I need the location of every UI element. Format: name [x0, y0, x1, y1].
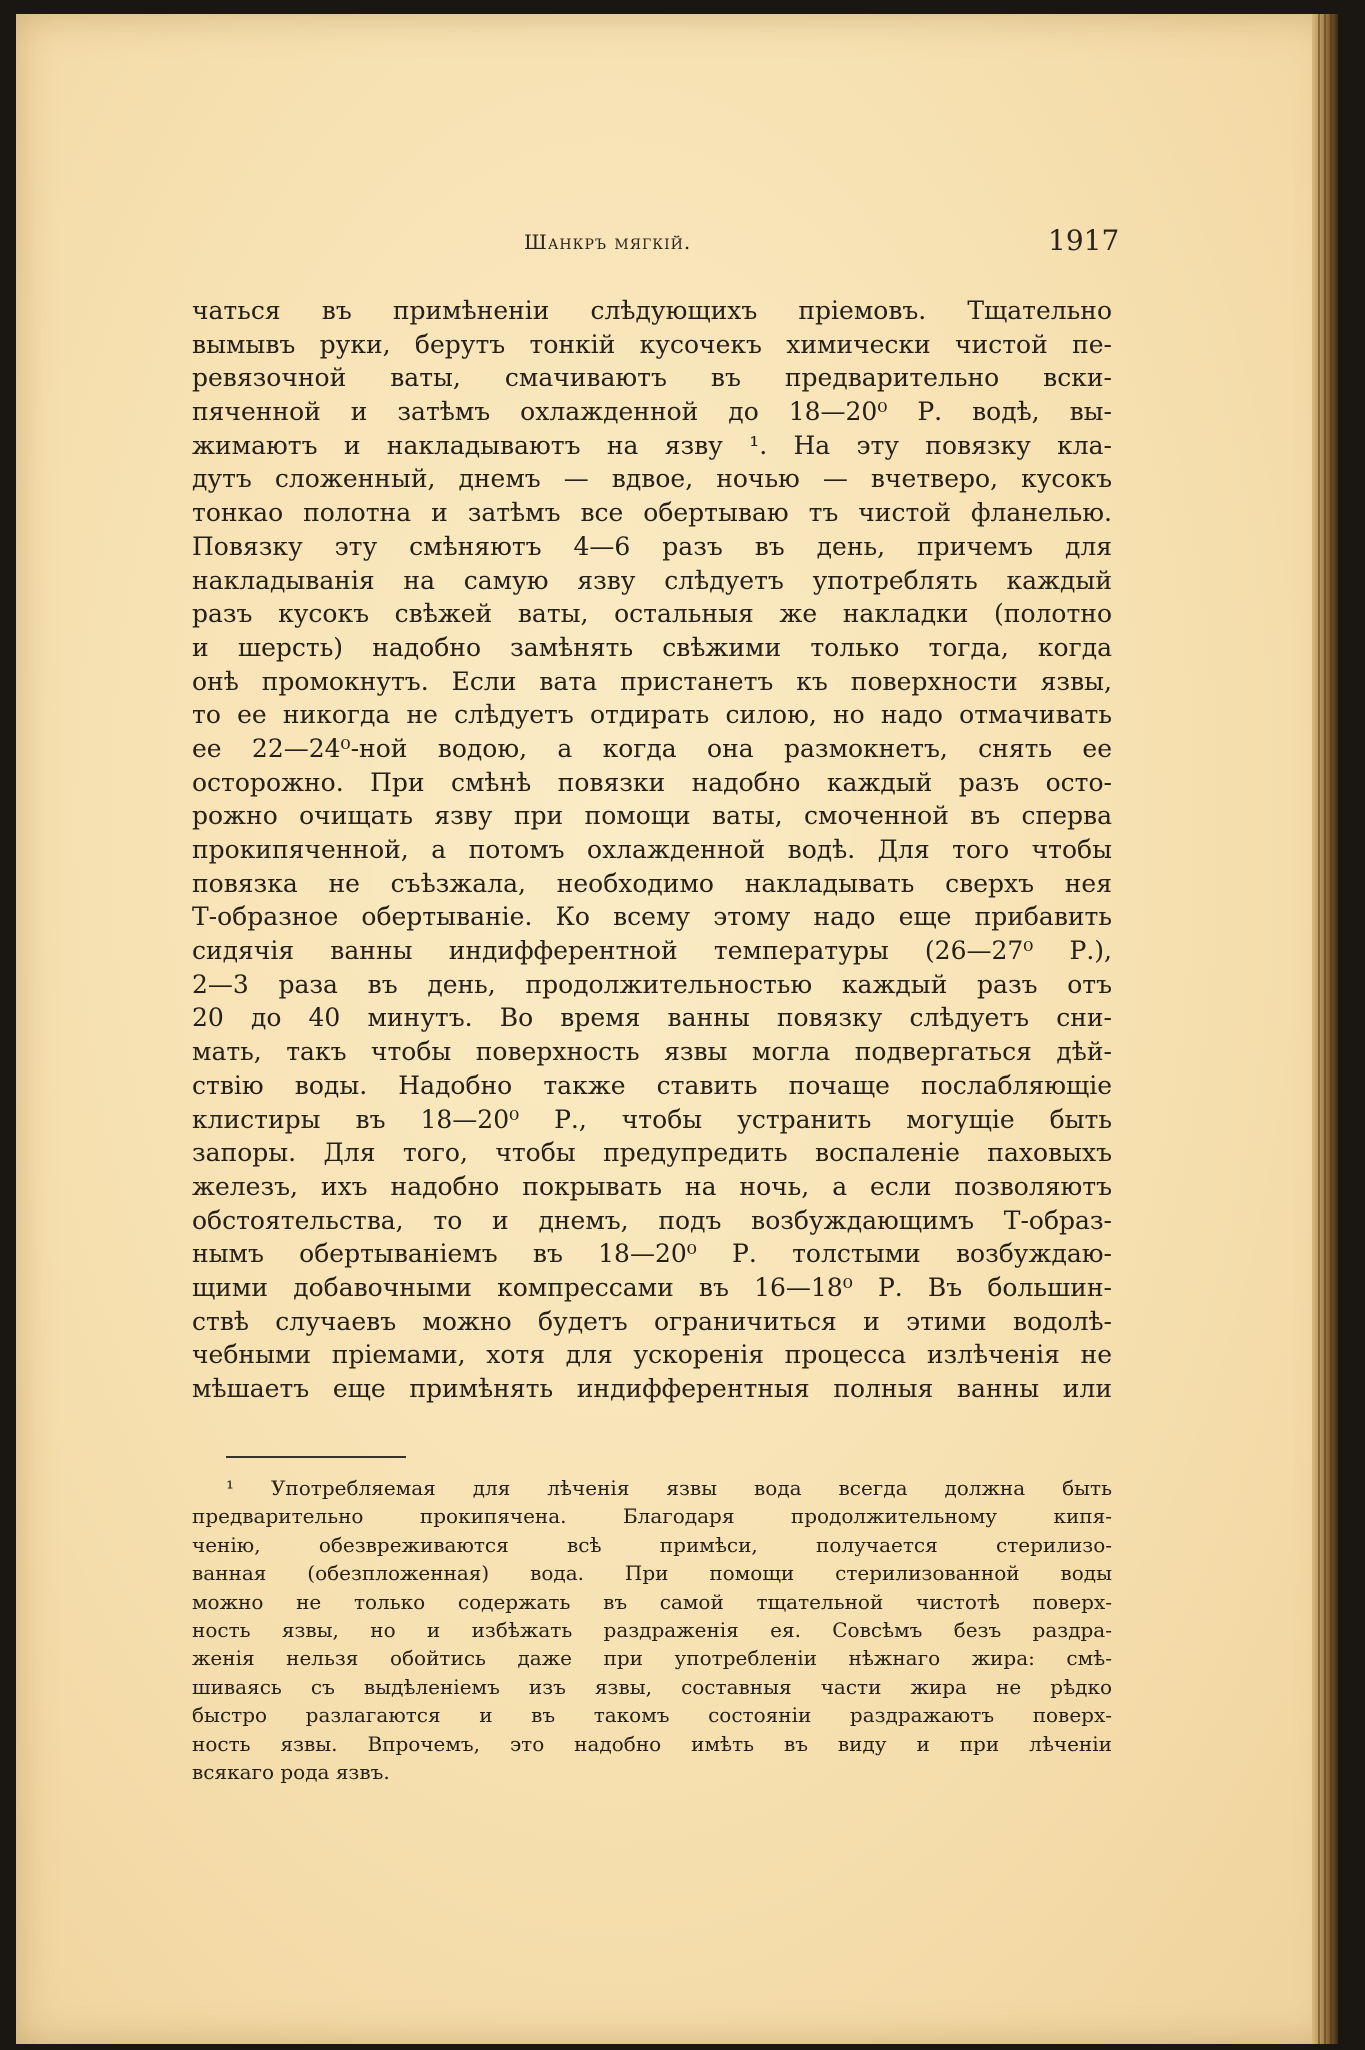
footnote	[192, 1474, 1112, 1786]
text-line: разъ кусокъ свѣжей ваты, остальныя же накладки (полотно	[192, 599, 1112, 629]
main-text	[192, 294, 1112, 1406]
footnote-line: всякаго рода язвъ.	[192, 1759, 390, 1784]
footnote-line: быстро разлагаются и въ такомъ состояніи раздражаютъ поверх-	[192, 1703, 1112, 1728]
footnote-line: шиваясь съ выдѣленіемъ изъ язвы, составныя части жира не рѣдко	[192, 1674, 1112, 1699]
text-line: мать, такъ чтобы поверхность язвы могла подвергаться дѣй-	[192, 1037, 1112, 1067]
text-line: накладыванія на самую язву слѣдуетъ употреблять каждый	[192, 565, 1112, 595]
text-line: сидячія ванны индифферентной температуры (26—27⁰ Р.),	[192, 936, 1112, 966]
text-line: обстоятельства, то и днемъ, подъ возбуждающимъ Т-образ-	[192, 1205, 1112, 1235]
edge-line	[1318, 14, 1320, 2044]
text-line: нымъ обертываніемъ въ 18—20⁰ Р. толстыми возбуждаю-	[192, 1239, 1112, 1269]
text-line: ствію воды. Надобно также ставить почаще послабляющіе	[192, 1070, 1112, 1100]
text-line: 20 до 40 минутъ. Во время ванны повязку слѣдуетъ сни-	[192, 1003, 1112, 1033]
text-line: жимаютъ и накладываютъ на язву ¹. На эту повязку кла-	[192, 430, 1112, 460]
text-line: то ее никогда не слѣдуетъ отдирать силою, но надо отмачивать	[192, 700, 1112, 730]
text-line: щими добавочными компрессами въ 16—18⁰ Р. Въ большин-	[192, 1272, 1112, 1302]
footnote-line: ванная (обезпложенная) вода. При помощи стерилизованной воды	[192, 1561, 1112, 1586]
edge-line	[1324, 14, 1326, 2044]
footnote-line: женія нельзя обойтись даже при употребленіи нѣжнаго жира: смѣ-	[192, 1646, 1112, 1671]
text-line: пяченной и затѣмъ охлажденной до 18—20⁰ Р. водѣ, вы-	[192, 397, 1112, 427]
text-line: онѣ промокнутъ. Если вата пристанетъ къ поверхности язвы,	[192, 666, 1112, 696]
text-line: запоры. Для того, чтобы предупредить воспаленіе паховыхъ	[192, 1138, 1112, 1168]
footnote-line: предварительно прокипячена. Благодаря продолжительному кипя-	[192, 1504, 1112, 1529]
text-line: чебными пріемами, хотя для ускоренія процесса излѣченія не	[192, 1340, 1112, 1370]
text-line: чаться въ примѣненіи слѣдующихъ пріемовъ. Тщательно	[192, 296, 1112, 325]
footnote-line: можно не только содержать въ самой тщательной чистотѣ поверх-	[192, 1589, 1112, 1614]
text-line: ревязочной ваты, смачиваютъ въ предварительно вски-	[192, 363, 1112, 393]
book-page	[16, 14, 1338, 2044]
text-line: вымывъ руки, берутъ тонкій кусочекъ химически чистой пе-	[192, 329, 1112, 359]
text-line: клистиры въ 18—20⁰ Р., чтобы устранить могущіе быть	[192, 1104, 1112, 1134]
text-line: ствѣ случаевъ можно будетъ ограничиться и этими водолѣ-	[192, 1306, 1112, 1336]
page-number: 1917	[1048, 224, 1120, 257]
text-line: повязка не съѣзжала, необходимо накладывать сверхъ нея	[192, 868, 1112, 898]
footnote-rule	[226, 1456, 406, 1458]
text-line: ее 22—24⁰-ной водою, а когда она размокнетъ, снять ее	[192, 733, 1112, 763]
edge-line	[1330, 14, 1332, 2044]
page-edge	[1312, 14, 1338, 2044]
text-line: железъ, ихъ надобно покрывать на ночь, а если позволяютъ	[192, 1171, 1112, 1201]
footnote-line: ность язвы, но и избѣжать раздраженія ея. Совсѣмъ безъ раздра-	[192, 1617, 1112, 1642]
running-title: Шанкръ мягкій.	[524, 230, 692, 254]
text-line: осторожно. При смѣнѣ повязки надобно каждый разъ осто-	[192, 767, 1112, 797]
text-line: и шерсть) надобно замѣнять свѣжими только тогда, когда	[192, 632, 1112, 662]
footnote-line: ность язвы. Впрочемъ, это надобно имѣть въ виду и при лѣченіи	[192, 1731, 1112, 1756]
text-line: 2—3 раза въ день, продолжительностью каждый разъ отъ	[192, 969, 1112, 999]
text-line: тонкао полотна и затѣмъ все обертываю тъ чистой фланелью.	[192, 498, 1112, 528]
footnote-line: ченію, обезвреживаются всѣ примѣси, получается стерилизо-	[192, 1532, 1112, 1557]
footnote-line: ¹ Употребляемая для лѣченія язвы вода всегда должна быть	[226, 1476, 1112, 1500]
text-line: Т-образное обертываніе. Ко всему этому надо еще прибавить	[192, 902, 1112, 932]
text-line: дутъ сложенный, днемъ — вдвое, ночью — вчетверо, кусокъ	[192, 464, 1112, 494]
text-line: рожно очищать язву при помощи ваты, смоченной въ сперва	[192, 801, 1112, 831]
page-header	[16, 224, 1338, 264]
text-line: мѣшаетъ еще примѣнять индифферентныя полныя ванны или	[192, 1374, 1112, 1403]
text-line: прокипяченной, а потомъ охлажденной водѣ. Для того чтобы	[192, 835, 1112, 864]
text-line: Повязку эту смѣняютъ 4—6 разъ въ день, причемъ для	[192, 531, 1112, 561]
